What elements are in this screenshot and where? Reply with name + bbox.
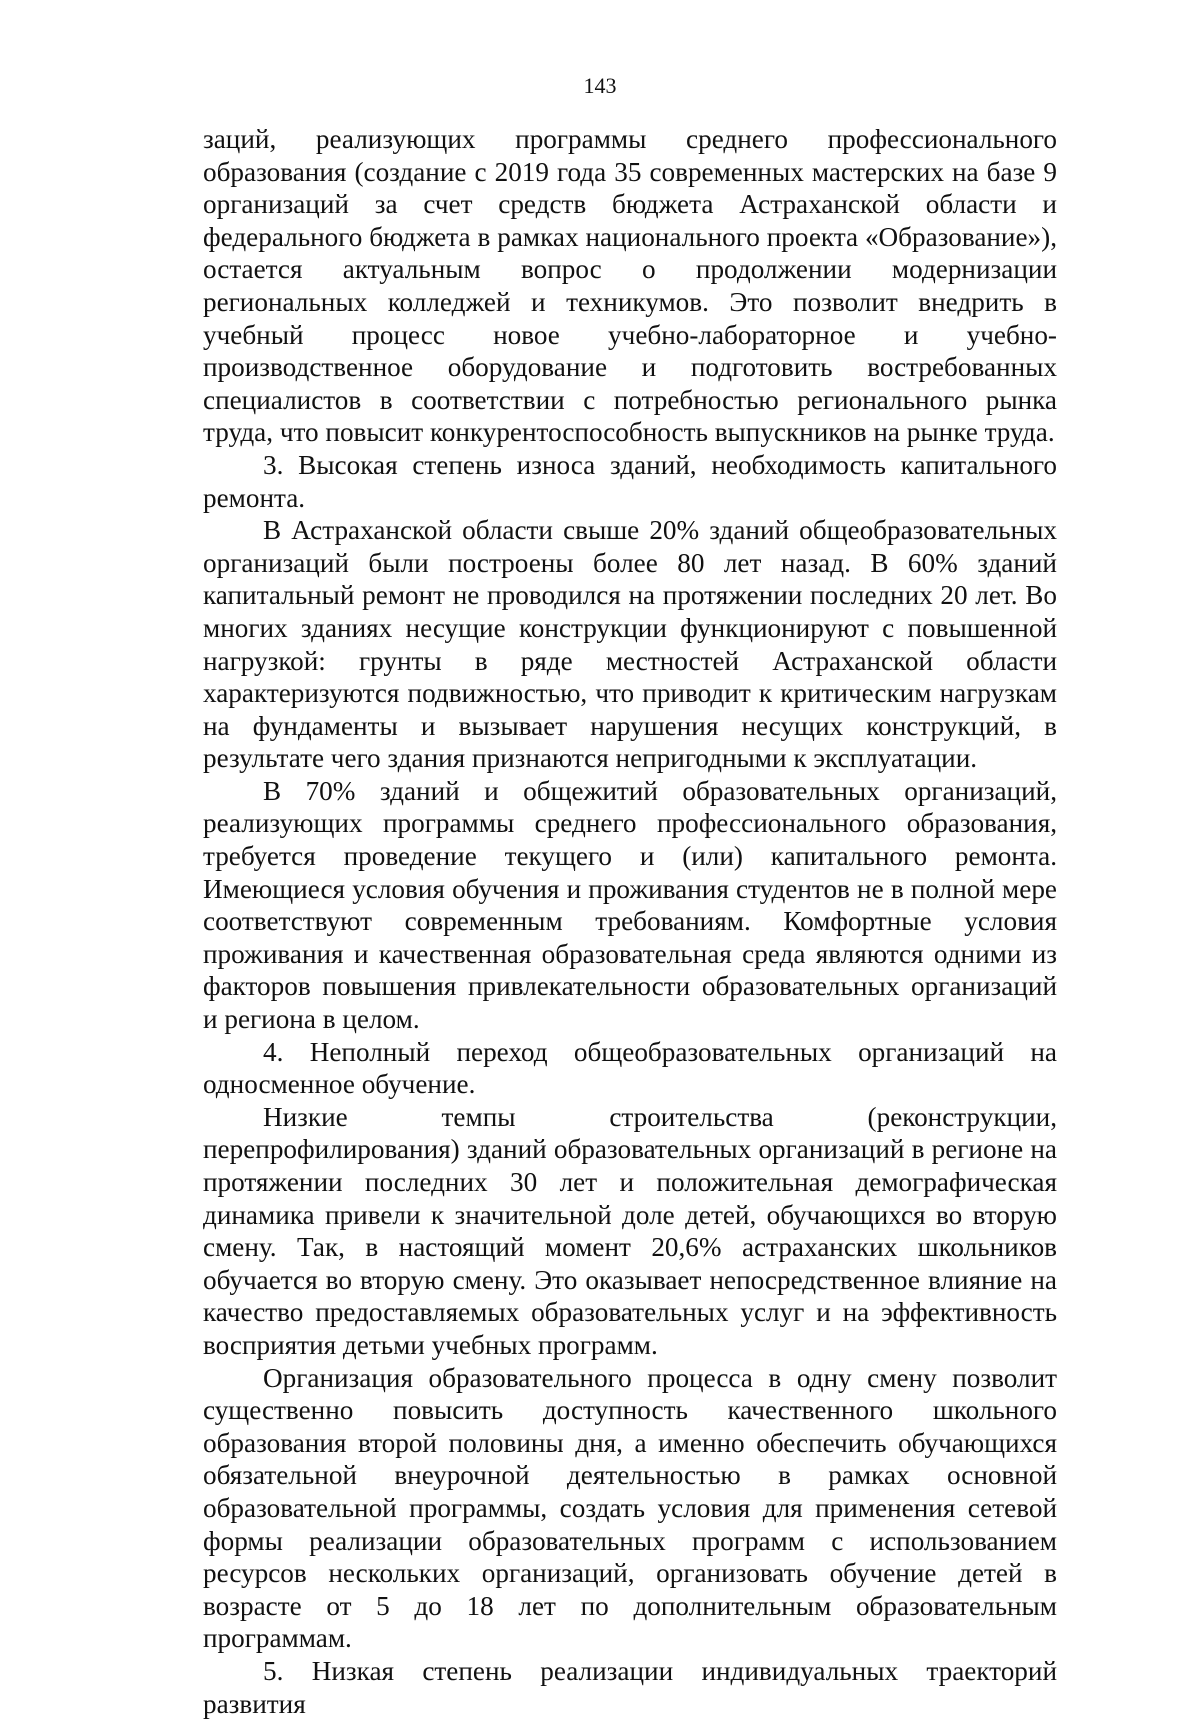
- document-body: [203, 123, 1057, 1720]
- paragraph-single-shift: Организация образовательного процесса в одну смену позволит существенно повысить доступность качественного школьного образования второй половины дня, а именно обеспечить обучающихся обязательной внеурочной деятельностью в рамках основной образовательной программы, создать условия для применения сетевой формы реализации образовательных программ с использованием ресурсов нескольких организаций, организовать обучение детей в возрасте от 5 до 18 лет по дополнительным образовательным программам.: [203, 1362, 1057, 1654]
- list-item-3-heading: 3. Высокая степень износа зданий, необходимость капитального ремонта.: [203, 449, 1057, 513]
- page-number: 143: [583, 73, 617, 98]
- paragraph-continuation: заций, реализующих программы среднего профессионального образования (создание с 2019 года 35 современных мастерских на базе 9 организаций за счет средств бюджета Астраханской области и федерального бюджета в рамках национального проекта «Образование»), остается актуальным вопрос о продолжении модернизации региональных колледжей и техникумов. Это позволит внедрить в учебный процесс новое учебно-лабораторное и учебно-производственное оборудование и подготовить востребованных специалистов в соответствии с потребностью регионального рынка труда, что повысит конкурентоспособность выпускников на рынке труда.: [203, 124, 1057, 448]
- paragraph-dormitories: В 70% зданий и общежитий образовательных организаций, реализующих программы среднего профессионального образования, требуется проведение текущего и (или) капитального ремонта. Имеющиеся условия обучения и проживания студентов не в полной мере соответствуют современным требованиям. Комфортные условия проживания и качественная образовательная среда являются одними из факторов повышения привлекательности образовательных организаций и региона в целом.: [203, 775, 1057, 1035]
- list-item-4-heading: 4. Неполный переход общеобразовательных организаций на односменное обучение.: [203, 1036, 1057, 1100]
- paragraph-second-shift: Низкие темпы строительства (реконструкции, перепрофилирования) зданий образовательных организаций в регионе на протяжении последних 30 лет и положительная демографическая динамика привели к значительной доле детей, обучающихся во вторую смену. Так, в настоящий момент 20,6% астраханских школьников обучается во вторую смену. Это оказывает непосредственное влияние на качество предоставляемых образовательных услуг и на эффективность восприятия детьми учебных программ.: [203, 1101, 1057, 1360]
- list-item-5-heading: 5. Низкая степень реализации индивидуальных траекторий развития: [203, 1655, 1057, 1719]
- paragraph-building-wear: В Астраханской области свыше 20% зданий общеобразовательных организаций были построены более 80 лет назад. В 60% зданий капитальный ремонт не проводился на протяжении последних 20 лет. Во многих зданиях несущие конструкции функционируют с повышенной нагрузкой: грунты в ряде местностей Астраханской области характеризуются подвижностью, что приводит к критическим нагрузкам на фундаменты и вызывает нарушения несущих конструкций, в результате чего здания признаются непригодными к эксплуатации.: [203, 515, 1057, 774]
